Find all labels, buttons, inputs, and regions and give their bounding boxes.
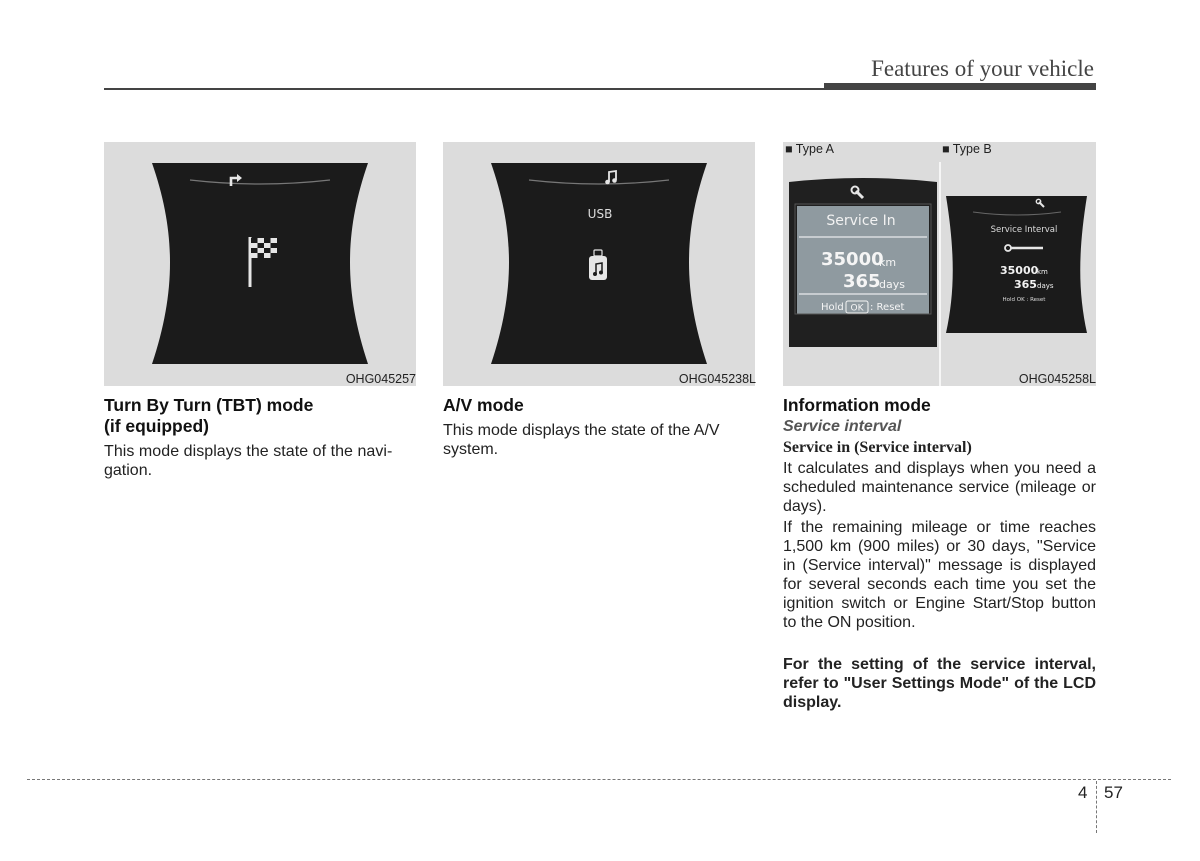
info-figure-caption: OHG045258L xyxy=(1018,372,1096,386)
av-usb-label: USB xyxy=(587,207,613,221)
info-note: For the setting of the service interval, refer to "User Settings Mode" of the LCD display. xyxy=(783,656,1096,711)
footer-page-separator xyxy=(1096,781,1097,833)
av-heading: A/V mode xyxy=(443,395,524,415)
info-subheading: Service interval xyxy=(783,418,902,435)
header-rule-accent xyxy=(824,83,1096,90)
type-a-ok-key: OK xyxy=(850,303,864,314)
tbt-body-line2: gation. xyxy=(104,462,153,479)
type-b-label: ■ Type B xyxy=(942,142,992,156)
av-body-line2: system. xyxy=(443,441,499,458)
type-b-days-unit: days xyxy=(1037,282,1054,290)
tbt-figure-caption: OHG045257 xyxy=(345,372,416,386)
tbt-figure xyxy=(104,142,416,386)
type-b-title: Service Interval xyxy=(990,225,1058,235)
type-a-title: Service In xyxy=(826,213,896,229)
type-a-km-unit: km xyxy=(879,256,897,269)
type-a-hold-label: Hold xyxy=(821,302,844,313)
av-body-line1: This mode displays the state of the A/V xyxy=(443,422,720,439)
header-rule xyxy=(104,88,824,90)
tbt-display-illustration xyxy=(104,142,416,386)
type-b-km-value: 35000 xyxy=(1000,264,1039,277)
info-paragraph-2: If the remaining mileage or time reaches 1,500 km (900 miles) or 30 days, "Service in (Service interval)" message is displayed for several seconds each time you set the ignition switch or Engine Start/Stop button to the ON position. xyxy=(783,519,1096,631)
av-display-illustration xyxy=(443,142,755,386)
type-a-days-value: 365 xyxy=(843,271,881,292)
info-figure xyxy=(783,142,1096,386)
info-heading: Information mode xyxy=(783,395,931,415)
info-display-illustration xyxy=(783,142,1096,386)
info-subsubheading: Service in (Service interval) xyxy=(783,439,972,456)
page-header-title: Features of your vehicle xyxy=(871,56,1094,81)
tbt-section xyxy=(104,395,416,480)
info-paragraph-1: It calculates and displays when you need a scheduled maintenance service (mileage or days). xyxy=(783,460,1096,515)
av-figure xyxy=(443,142,755,386)
tbt-heading-line2: (if equipped) xyxy=(104,416,209,436)
type-b-hold-line: Hold OK : Reset xyxy=(1002,297,1046,303)
tbt-body-line1: This mode displays the state of the navi- xyxy=(104,443,393,460)
type-b-days-value: 365 xyxy=(1014,278,1037,291)
footer-section-number: 4 xyxy=(1078,783,1088,802)
type-a-reset-label: : Reset xyxy=(870,302,905,313)
av-figure-caption: OHG045238L xyxy=(678,372,756,386)
type-a-days-unit: days xyxy=(879,278,905,291)
footer-divider xyxy=(27,779,1171,780)
type-a-km-value: 35000 xyxy=(821,249,884,270)
av-section xyxy=(443,395,756,459)
type-b-km-unit: km xyxy=(1037,268,1048,276)
info-section xyxy=(783,395,1096,712)
type-a-label: ■ Type A xyxy=(785,142,835,156)
tbt-heading-line1: Turn By Turn (TBT) mode xyxy=(104,395,314,415)
footer-page-number: 57 xyxy=(1104,783,1123,802)
